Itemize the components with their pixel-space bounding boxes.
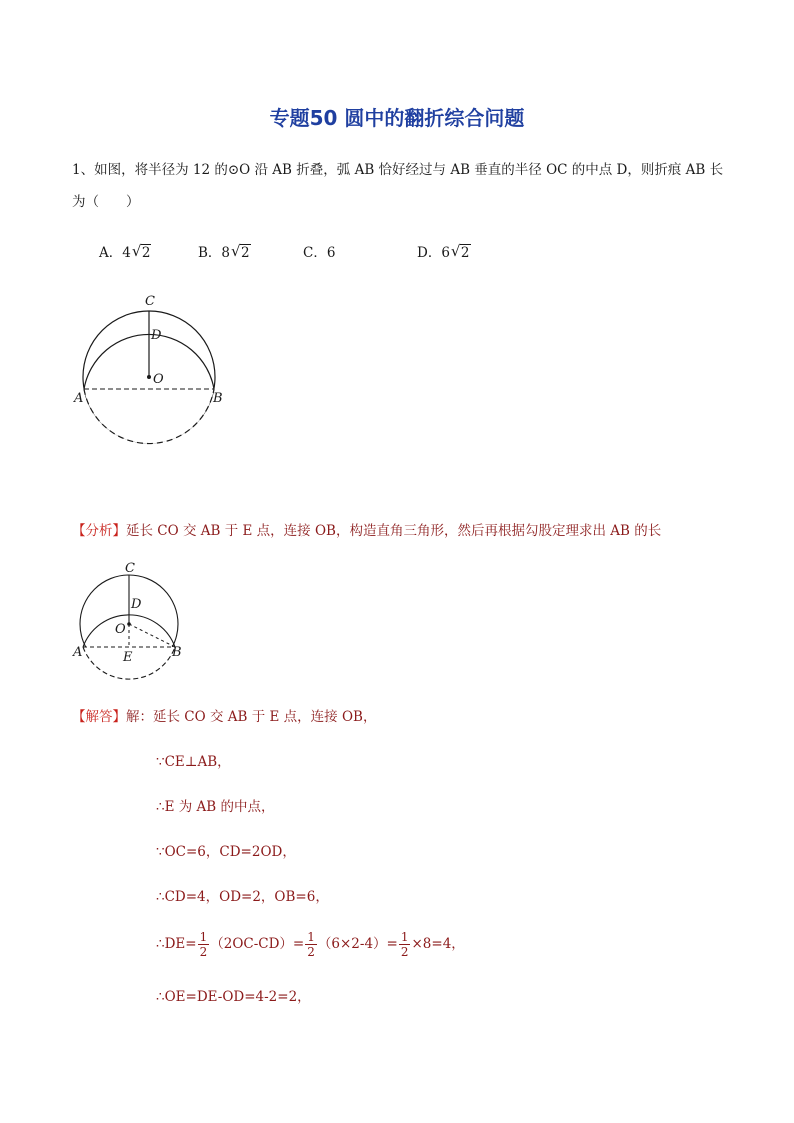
sqrt-symbol: √ 2 (231, 242, 250, 261)
fraction-numerator: 1 (400, 930, 409, 944)
figure-folded-circle (70, 288, 240, 448)
circle-lower-arc-hidden (84, 389, 214, 444)
analysis-text: 延长 CO 交 AB 于 E 点，连接 OB，构造直角三角形，然后再根据勾股定理求出 AB 的长 (126, 523, 662, 539)
option-c (303, 241, 335, 261)
question-text-line1: 1、如图，将半径为 12 的⊙O 沿 AB 折叠，弧 AB 恰好经过与 AB 垂直的半径 OC 的中点 D，则折痕 AB 长 (72, 162, 724, 178)
option-b-label: B．8 (198, 245, 231, 261)
sqrt-symbol: √ 2 (450, 242, 470, 261)
label-d: D (131, 597, 142, 612)
solution-step-1: ∵CE⊥AB， (156, 754, 231, 770)
fraction-numerator: 1 (307, 930, 315, 944)
step5-part1: （2OC-CD）= (210, 936, 305, 952)
center-point-o (127, 622, 131, 626)
step5-lead: ∴DE= (156, 936, 197, 952)
option-c-label: C．6 (303, 245, 336, 261)
step5-part3: ×8=4， (411, 936, 465, 952)
solution-heading (72, 705, 376, 725)
center-point-o (147, 375, 151, 379)
fraction-2 (305, 930, 317, 959)
fraction-denominator: 2 (400, 945, 409, 959)
solution-step-2: ∴E 为 AB 的中点， (156, 799, 275, 815)
label-a: A (74, 391, 84, 406)
solution-step-4: ∴CD=4，OD=2，OB=6， (156, 889, 329, 905)
fraction-1 (198, 930, 210, 959)
label-a: A (73, 645, 83, 660)
fraction-denominator: 2 (199, 945, 208, 959)
analysis-paragraph (72, 519, 661, 539)
segment-ob (129, 624, 175, 647)
solution-step-3: ∵OC=6，CD=2OD， (156, 844, 296, 860)
label-e: E (123, 650, 133, 665)
solution-intro: 解：延长 CO 交 AB 于 E 点，连接 OB， (126, 709, 377, 725)
solution-step-6: ∴OE=DE-OD=4-2=2， (156, 989, 311, 1005)
label-b: B (172, 645, 182, 660)
solution-step-5 (156, 930, 465, 959)
option-a-radicand: 2 (141, 245, 151, 261)
analysis-tag: 【分析】 (72, 523, 126, 539)
solution-tag: 【解答】 (72, 709, 126, 725)
option-b-radicand: 2 (241, 245, 250, 261)
label-o: O (153, 372, 164, 387)
label-b: B (213, 391, 223, 406)
label-d: D (151, 328, 162, 343)
label-c: C (145, 294, 155, 309)
option-d (417, 241, 471, 261)
question-text-line2: 为（ ） (72, 194, 140, 210)
figure-analysis (68, 562, 188, 672)
sqrt-symbol: √ 2 (131, 242, 151, 261)
page-title: 专题50 圆中的翻折综合问题 (269, 106, 525, 130)
option-a (99, 241, 151, 261)
label-c: C (125, 561, 135, 576)
option-a-label: A．4 (99, 245, 131, 261)
fraction-numerator: 1 (199, 930, 208, 944)
option-d-radicand: 2 (460, 245, 470, 261)
fraction-3 (399, 930, 411, 959)
option-d-label: D．6 (417, 245, 450, 261)
option-b (198, 241, 251, 261)
fraction-denominator: 2 (307, 945, 315, 959)
label-o: O (115, 622, 126, 637)
step5-part2: （6×2-4）= (317, 936, 398, 952)
